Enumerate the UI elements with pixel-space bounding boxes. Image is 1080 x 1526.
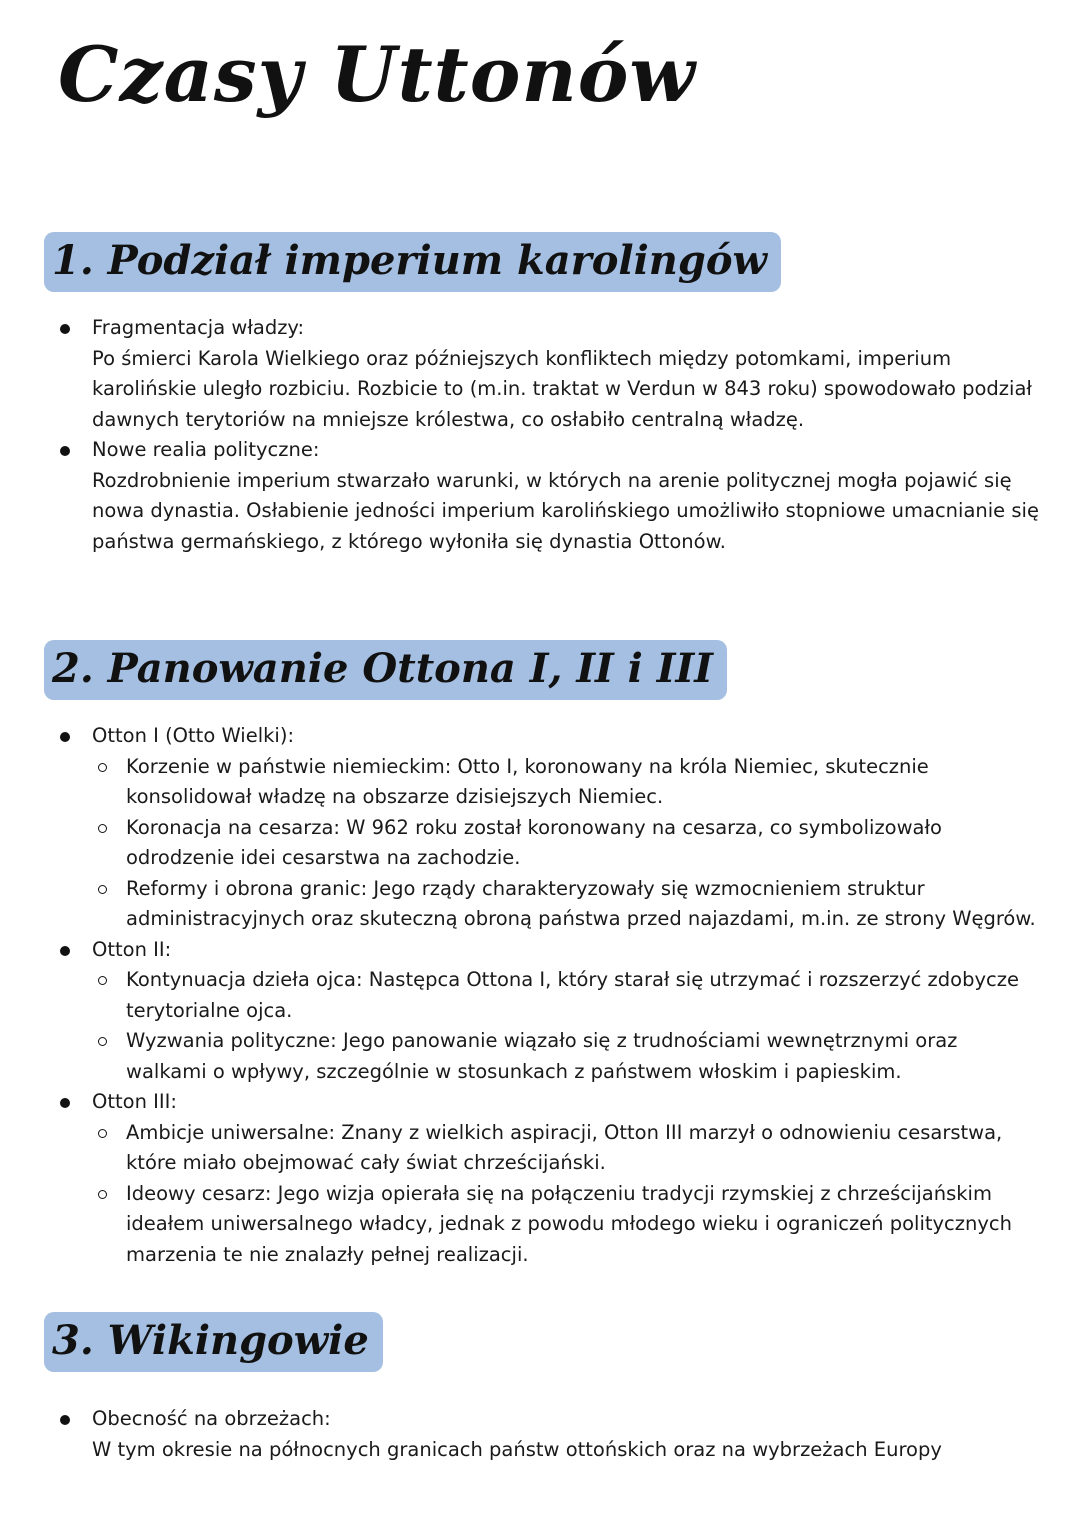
sub-list [92, 1118, 1040, 1271]
sub-list-item: Koronacja na cesarza: W 962 roku został koronowany na cesarza, co symbolizowało odrodzenie idei cesarstwa na zachodzie. [92, 813, 1040, 874]
sub-list [92, 752, 1040, 935]
list-item [60, 935, 1040, 1088]
list-item [60, 1404, 1040, 1465]
item-text: Rozdrobnienie imperium stwarzało warunki, w których na arenie politycznej mogła pojawić się nowa dynastia. Osłabienie jedności imperium karolińskiego umożliwiło stopniowe umacnianie się państwa germańskiego, z którego wyłoniła się dynastia Ottonów. [92, 468, 1039, 553]
section-heading-1: 1. Podział imperium karolingów [44, 232, 781, 292]
list-item [60, 721, 1040, 935]
section-1-list [60, 313, 1040, 557]
item-label: Nowe realia polityczne: [92, 438, 320, 461]
section-3-list [60, 1404, 1040, 1465]
sub-list-item: Ideowy cesarz: Jego wizja opierała się na połączeniu tradycji rzymskiej z chrześcijańskim ideałem uniwersalnego władcy, jednak z powodu młodego wieku i ograniczeń politycznych marzenia te nie znalazły pełnej realizacji. [92, 1179, 1040, 1271]
sub-list-item: Wyzwania polityczne: Jego panowanie wiązało się z trudnościami wewnętrznymi oraz walkami o wpływy, szczególnie w stosunkach z państwem włoskim i papieskim. [92, 1026, 1040, 1087]
item-text: Po śmierci Karola Wielkiego oraz późniejszych konfliktech między potomkami, imperium karolińskie uległo rozbiciu. Rozbicie to (m.in. traktat w Verdun w 843 roku) spowodowało podział dawnych terytoriów na mniejsze królestwa, co osłabiło centralną władzę. [92, 346, 1032, 431]
page-title: Czasy Uttonów [58, 30, 696, 119]
sub-list-item: Ambicje uniwersalne: Znany z wielkich aspiracji, Otton III marzył o odnowieniu cesarstwa, które miało obejmować cały świat chrześcijański. [92, 1118, 1040, 1179]
sub-list-item: Reformy i obrona granic: Jego rządy charakteryzowały się wzmocnieniem struktur administracyjnych oraz skuteczną obroną państwa przed najazdami, m.in. ze strony Węgrów. [92, 874, 1040, 935]
item-label: Otton I (Otto Wielki): [92, 724, 295, 747]
list-item [60, 1087, 1040, 1270]
item-label: Obecność na obrzeżach: [92, 1407, 331, 1430]
item-label: Fragmentacja władzy: [92, 316, 305, 339]
item-text: W tym okresie na północnych granicach państw ottońskich oraz na wybrzeżach Europy [92, 1437, 942, 1461]
section-2-list [60, 721, 1040, 1270]
list-item [60, 435, 1040, 557]
sub-list-item: Korzenie w państwie niemieckim: Otto I, koronowany na króla Niemiec, skutecznie konsolidował władzę na obszarze dzisiejszych Niemiec. [92, 752, 1040, 813]
item-label: Otton II: [92, 937, 172, 961]
list-item [60, 313, 1040, 435]
section-heading-2: 2. Panowanie Ottona I, II i III [44, 640, 727, 700]
section-heading-3: 3. Wikingowie [44, 1312, 383, 1372]
item-label: Otton III: [92, 1090, 177, 1113]
sub-list [92, 965, 1040, 1087]
sub-list-item: Kontynuacja dzieła ojca: Następca Ottona I, który starał się utrzymać i rozszerzyć zdobycze terytorialne ojca. [92, 965, 1040, 1026]
